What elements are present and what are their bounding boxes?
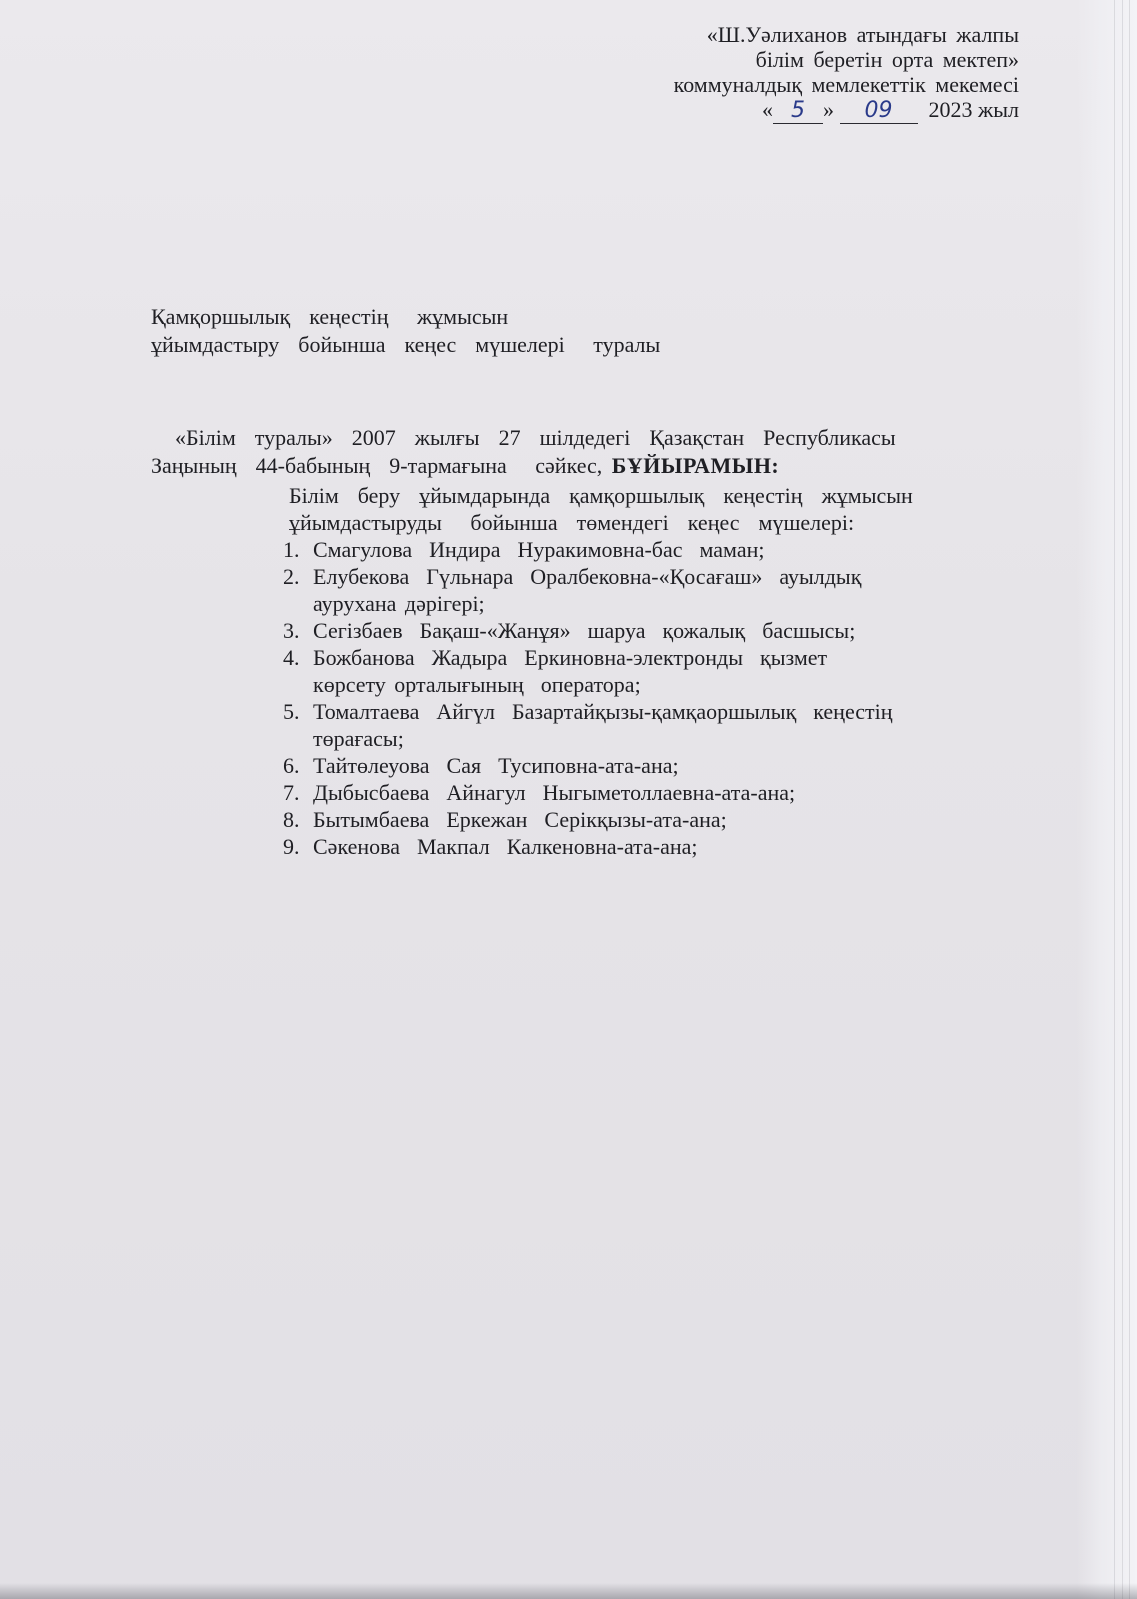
intro-line-2: ұйымдастыруды бойынша төмендегі кеңес мүшелері: bbox=[289, 510, 855, 535]
item-text: Божбанова Жадыра Еркиновна-электронды қызмет bbox=[313, 645, 828, 670]
item-number: 3. bbox=[283, 618, 300, 643]
header-org-line-1: «Ш.Уәлиханов атындағы жалпы bbox=[706, 22, 1019, 47]
item-text: Дыбысбаева Айнагул Ныгыметоллаевна-ата-ана; bbox=[313, 780, 796, 805]
intro-line-1: Білім беру ұйымдарында қамқоршылық кеңестің жұмысын bbox=[289, 483, 913, 508]
members-intro bbox=[289, 482, 1009, 536]
list-item bbox=[283, 698, 1009, 752]
list-item bbox=[283, 644, 1009, 698]
header-org-line-3: коммуналдық мемлекеттік мекемесі bbox=[673, 72, 1019, 97]
document-subject bbox=[151, 303, 660, 359]
item-text: Тайтөлеуова Сая Тусиповна-ата-ана; bbox=[313, 753, 679, 778]
document-date bbox=[674, 97, 1019, 124]
handwritten-month: 09 bbox=[840, 98, 918, 124]
list-item bbox=[283, 833, 1009, 860]
subject-line-1: Қамқоршылық кеңестің жұмысын bbox=[151, 304, 509, 329]
item-continuation: төрағасы; bbox=[313, 726, 404, 751]
item-text: Сәкенова Макпал Калкеновна-ата-ана; bbox=[313, 834, 698, 859]
item-number: 7. bbox=[283, 780, 300, 805]
page-edge bbox=[1077, 0, 1137, 1599]
item-text: Смагулова Индира Нуракимовна-бас маман; bbox=[313, 537, 765, 562]
item-text: Елубекова Гүльнара Оралбековна-«Қосағаш» ауылдық bbox=[313, 564, 862, 589]
subject-line-2: ұйымдастыру бойынша кеңес мүшелері туралы bbox=[151, 332, 661, 357]
header-org-line-2: білім беретін орта мектеп» bbox=[755, 47, 1019, 72]
edge-line bbox=[1114, 0, 1115, 1599]
item-continuation: көрсету орталығының оператора; bbox=[313, 672, 641, 697]
list-item bbox=[283, 779, 1009, 806]
list-item bbox=[283, 752, 1009, 779]
date-year: 2023 жыл bbox=[928, 97, 1019, 122]
handwritten-day: 5 bbox=[773, 98, 823, 124]
item-continuation: аурухана дәрігері; bbox=[313, 591, 485, 616]
item-number: 8. bbox=[283, 807, 300, 832]
date-open-quote: « bbox=[762, 97, 774, 122]
preamble-line-1: «Білім туралы» 2007 жылғы 27 шілдедегі Қазақстан Республикасы bbox=[175, 425, 896, 450]
item-number: 5. bbox=[283, 699, 300, 724]
document-header bbox=[674, 22, 1019, 124]
list-item bbox=[283, 536, 1009, 563]
item-number: 6. bbox=[283, 753, 300, 778]
list-item bbox=[283, 806, 1009, 833]
order-word: БҰЙЫРАМЫН: bbox=[611, 453, 780, 478]
list-item bbox=[283, 617, 1009, 644]
item-number: 1. bbox=[283, 537, 300, 562]
item-number: 2. bbox=[283, 564, 300, 589]
preamble-text: Заңының 44-бабының 9-тармағына сәйкес, bbox=[151, 453, 612, 478]
list-item bbox=[283, 563, 1009, 617]
item-text: Сегізбаев Бақаш-«Жанұя» шаруа қожалық басшысы; bbox=[313, 618, 856, 643]
item-text: Томалтаева Айгүл Базартайқызы-қамқаоршылық кеңестің bbox=[313, 699, 893, 724]
date-close-quote: » bbox=[823, 97, 835, 122]
bottom-shadow bbox=[0, 1583, 1137, 1599]
item-text: Бытымбаева Еркежан Серікқызы-ата-ана; bbox=[313, 807, 727, 832]
order-body bbox=[283, 482, 1009, 860]
preamble-line-2 bbox=[151, 452, 991, 480]
members-list bbox=[283, 536, 1009, 860]
item-number: 9. bbox=[283, 834, 300, 859]
item-number: 4. bbox=[283, 645, 300, 670]
edge-line bbox=[1122, 0, 1123, 1599]
edge-line bbox=[1129, 0, 1130, 1599]
preamble bbox=[151, 424, 991, 480]
